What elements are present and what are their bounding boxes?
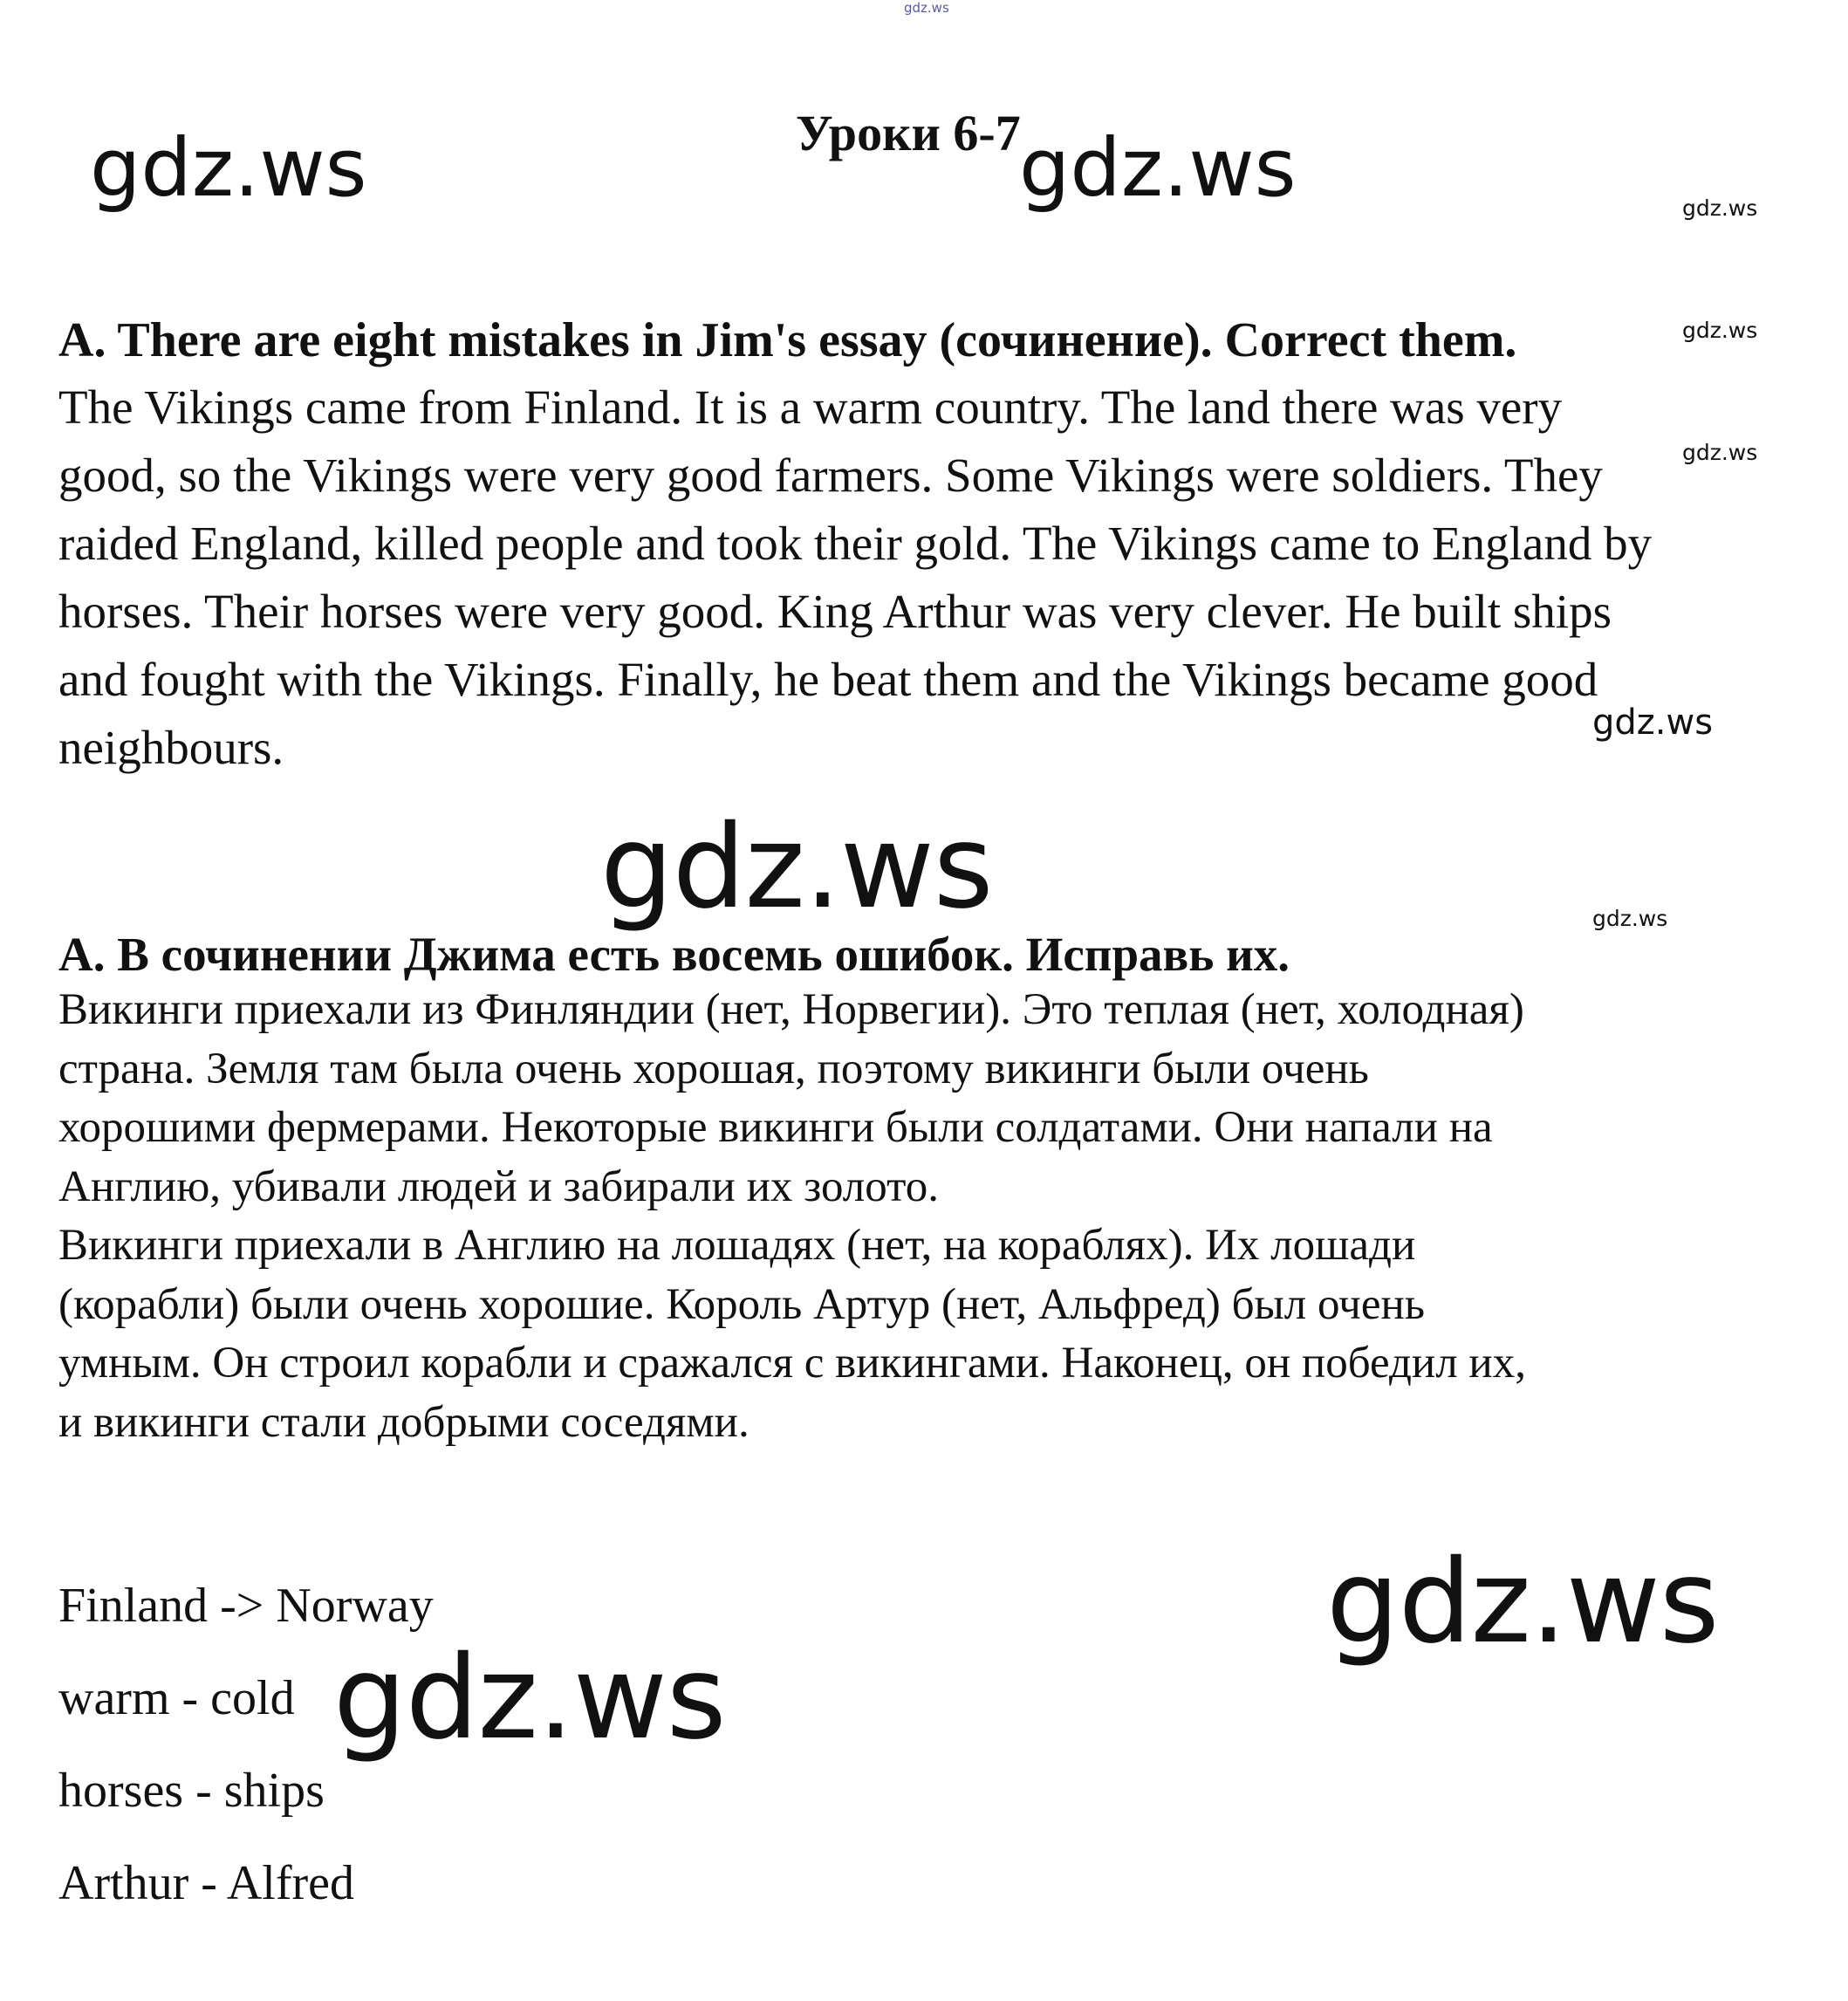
translation-line: страна. Земля там была очень хорошая, поэтому викинги были очень	[58, 1044, 1369, 1093]
correction-item: Arthur - Alfred	[58, 1856, 355, 1910]
essay-line: The Vikings came from Finland. It is a warm country. The land there was very	[58, 380, 1563, 434]
russian-translation	[58, 981, 1526, 1452]
correction-item: warm - cold	[58, 1671, 295, 1725]
essay-line: neighbours.	[58, 721, 284, 774]
watermark: gdz.ws	[90, 121, 367, 215]
essay-line: and fought with the Vikings. Finally, he beat them and the Vikings became good	[58, 653, 1598, 706]
watermark-tiny: gdz.ws	[904, 0, 949, 16]
translation-line: хорошими фермерами. Некоторые викинги были солдатами. Они напали на	[58, 1103, 1493, 1152]
english-task-heading: A. There are eight mistakes in Jim's essay (сочинение). Correct them.	[58, 313, 1517, 367]
watermark: gdz.ws	[333, 1631, 726, 1765]
watermark: gdz.ws	[1019, 121, 1297, 215]
essay-line: good, so the Vikings were very good farmers. Some Vikings were soldiers. They	[58, 449, 1603, 502]
translation-line: (корабли) были очень хорошие. Король Артур (нет, Альфред) был очень	[58, 1279, 1426, 1329]
english-essay	[58, 373, 1652, 782]
translation-line: Англию, убивали людей и забирали их золото.	[58, 1162, 939, 1211]
watermark: gdz.ws	[1682, 195, 1758, 221]
translation-line: и викинги стали добрыми соседями.	[58, 1397, 749, 1447]
watermark: gdz.ws	[1682, 440, 1758, 465]
watermark: gdz.ws	[1682, 318, 1758, 343]
correction-item: horses - ships	[58, 1764, 325, 1818]
correction-item: Finland -> Norway	[58, 1579, 434, 1633]
page-title: Уроки 6-7	[796, 105, 1021, 161]
watermark: gdz.ws	[1326, 1535, 1719, 1669]
essay-line: raided England, killed people and took their gold. The Vikings came to England by	[58, 517, 1653, 570]
translation-line: Викинги приехали из Финляндии (нет, Норвегии). Это теплая (нет, холодная)	[58, 985, 1524, 1034]
watermark: gdz.ws	[1592, 906, 1668, 931]
translation-line: Викинги приехали в Англию на лошадях (нет, на кораблях). Их лошади	[58, 1221, 1416, 1270]
russian-task-heading: А. В сочинении Джима есть восемь ошибок. Исправь их.	[58, 928, 1290, 981]
translation-line: умным. Он строил корабли и сражался с викингами. Наконец, он победил их,	[58, 1339, 1526, 1388]
watermark: gdz.ws	[1592, 702, 1714, 743]
essay-line: horses. Their horses were very good. King Arthur was very clever. He built ships	[58, 585, 1612, 638]
watermark: gdz.ws	[600, 800, 993, 935]
